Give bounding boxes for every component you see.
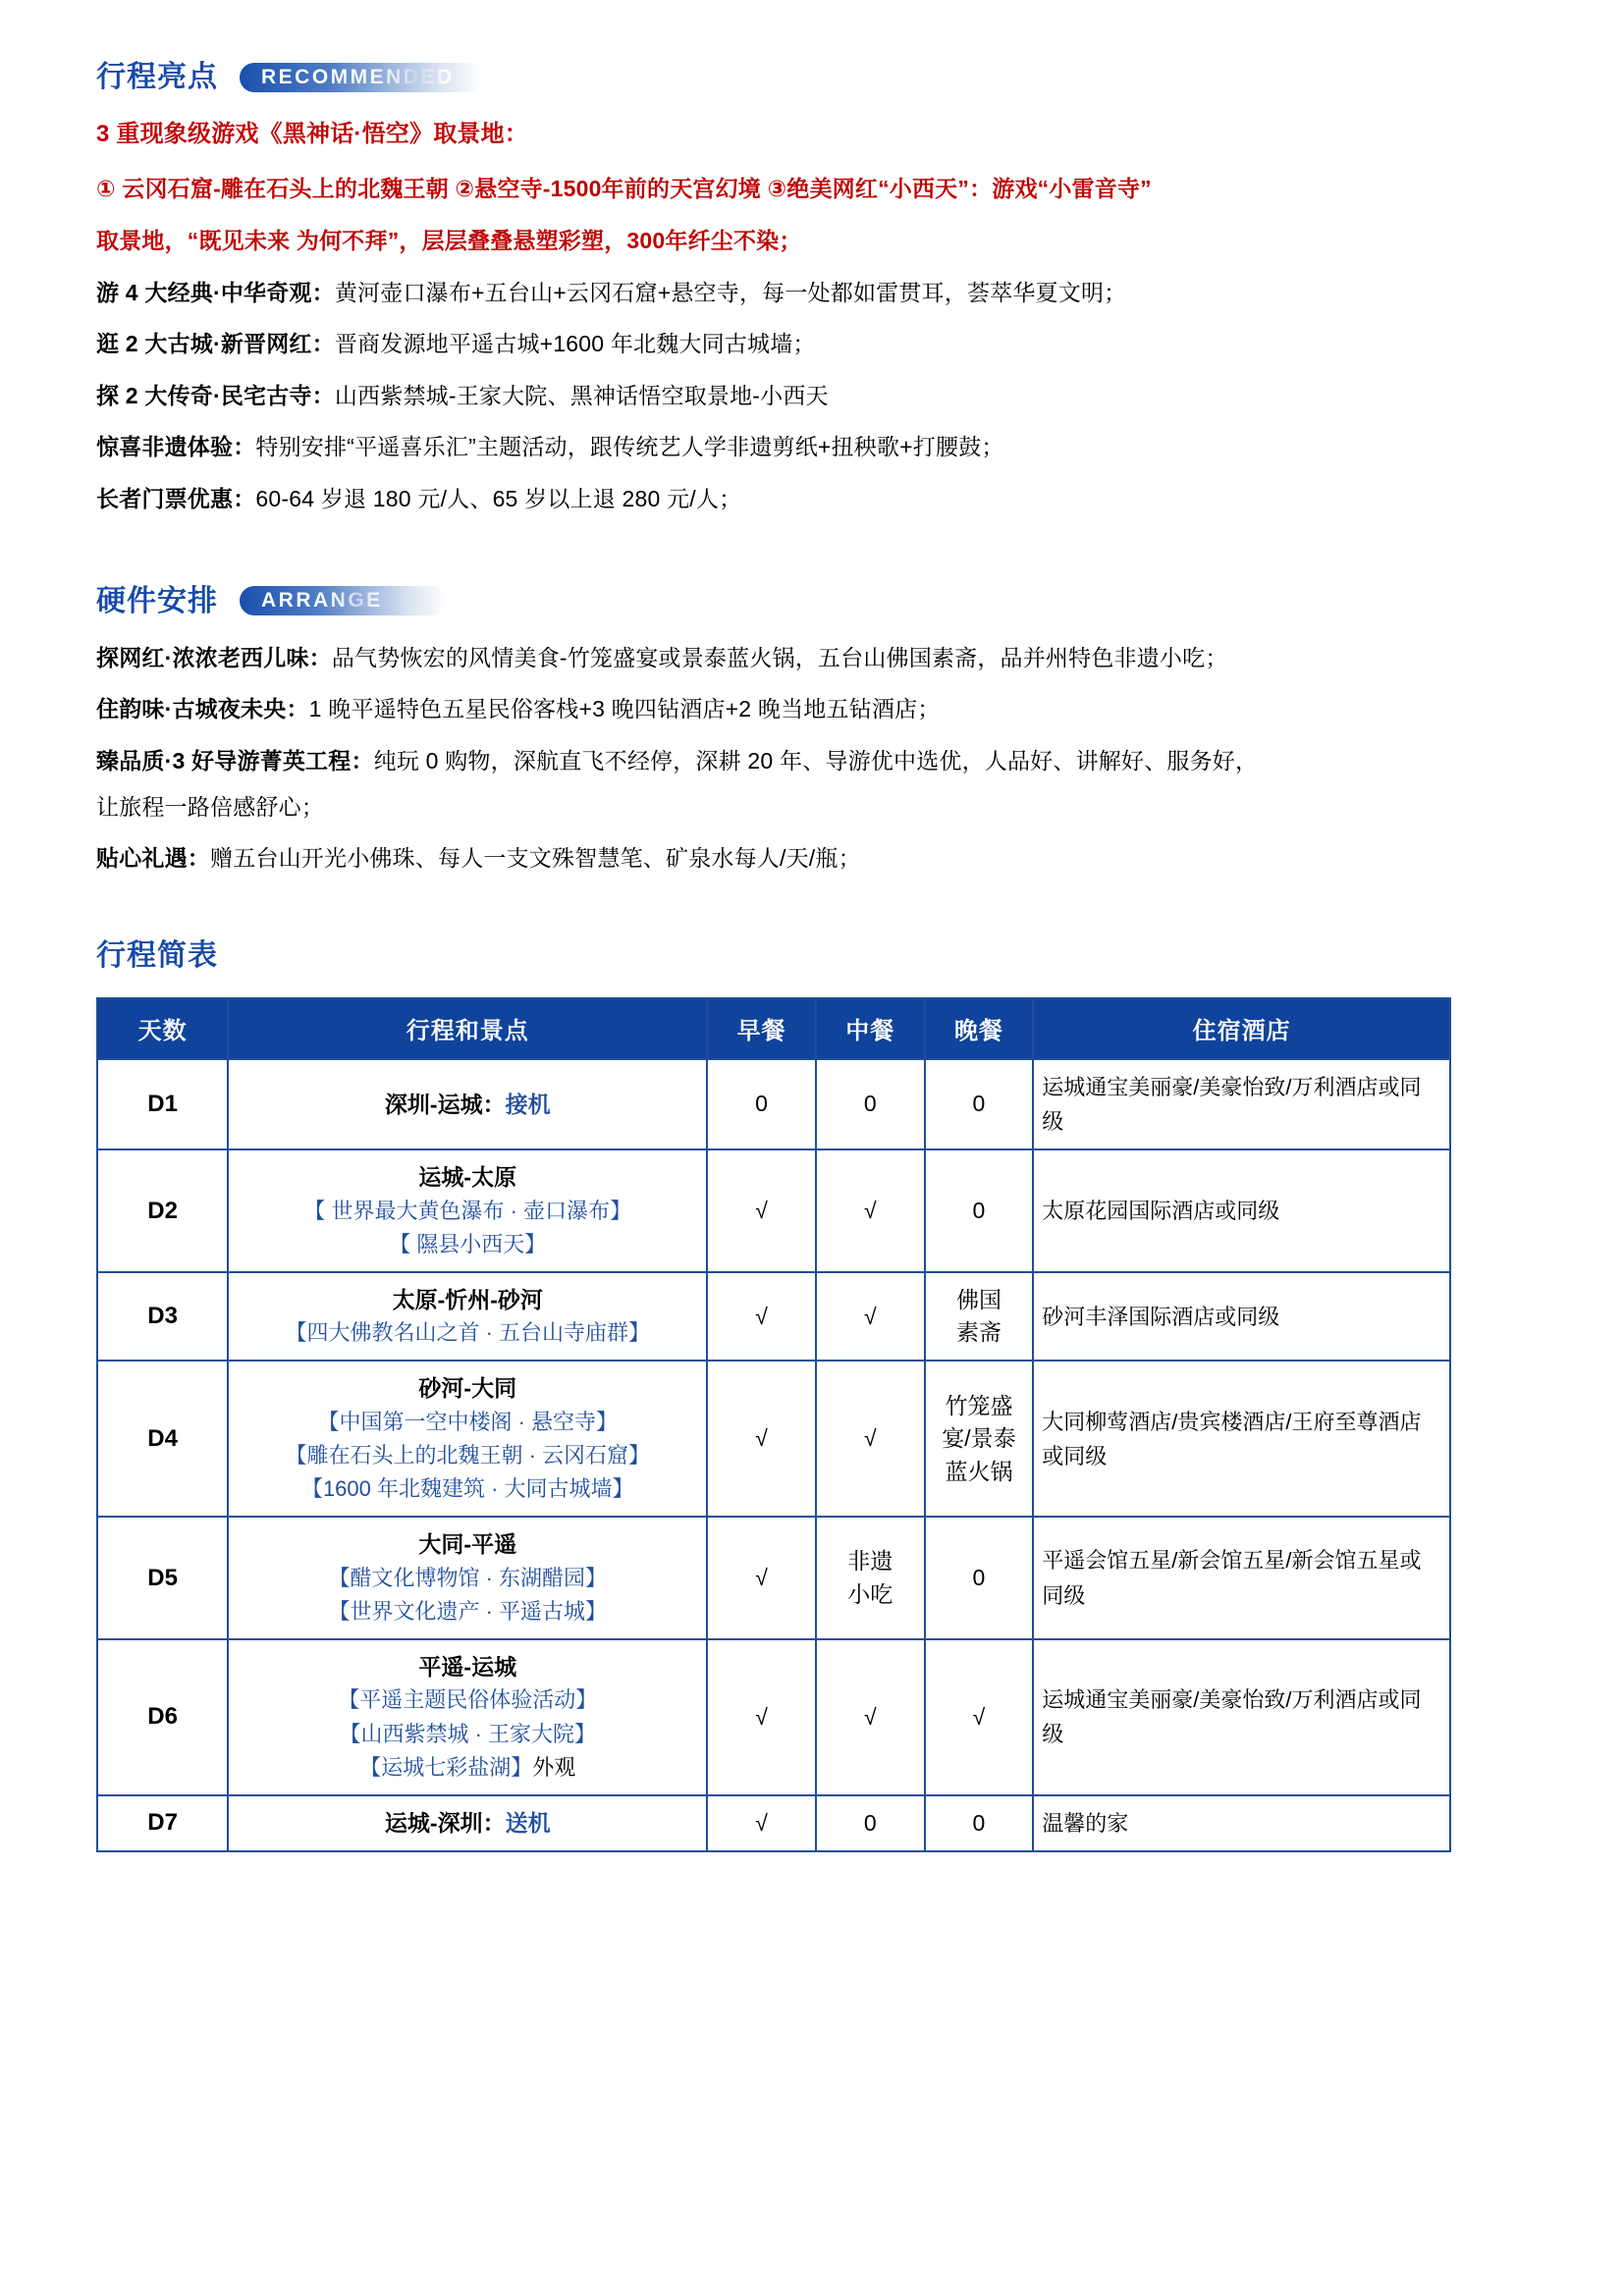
highlights-red-line-1: ① 云冈石窟-雕在石头上的北魏王朝 ②悬空寺-1500年前的天宫幻境 ③绝美网红“小西天”：游戏“小雷音寺”	[96, 176, 1152, 202]
route-spot: 【 隰县小西天】	[389, 1231, 547, 1256]
cell-day: D4	[97, 1361, 228, 1517]
cell-breakfast: 0	[707, 1059, 816, 1149]
spacer	[96, 891, 1536, 931]
arrange-item-rest: 1 晚平遥特色五星民俗客栈+3 晚四钻酒店+2 晚当地五钻酒店；	[308, 696, 941, 722]
highlight-item-rest: 晋商发源地平遥古城+1600 年北魏大同古城墙；	[334, 331, 816, 357]
route-spot: 【醋文化博物馆 · 东湖醋园】	[328, 1565, 608, 1590]
recommended-badge-label: RECOMMENDED	[261, 65, 455, 88]
arrange-item-lead: 住韵味·古城夜未央：	[96, 696, 309, 722]
cell-breakfast: √	[707, 1795, 816, 1851]
highlight-item-rest: 特别安排“平遥喜乐汇”主题活动，跟传统艺人学非遗剪纸+扭秧歌+打腰鼓；	[255, 434, 1004, 460]
cell-lunch: √	[816, 1272, 925, 1362]
route-spot: 【山西紫禁城 · 王家大院】	[339, 1721, 597, 1746]
cell-lunch: 0	[816, 1795, 925, 1851]
route-head: 平遥-运城	[418, 1653, 517, 1680]
cell-lunch: √	[816, 1361, 925, 1517]
column-header-breakfast: 早餐	[707, 998, 816, 1059]
route-head-sub: 送机	[505, 1810, 551, 1837]
cell-dinner: 0	[925, 1059, 1034, 1149]
itinerary-table-body	[97, 1059, 1450, 1851]
cell-breakfast: √	[707, 1272, 816, 1362]
route-spot-note: 外观	[532, 1754, 576, 1780]
cell-day: D6	[97, 1639, 228, 1795]
table-row	[97, 1059, 1450, 1149]
cell-day: D7	[97, 1795, 228, 1851]
route-head: 运城-太原	[418, 1164, 517, 1191]
cell-route	[228, 1149, 707, 1272]
cell-dinner: 0	[925, 1149, 1034, 1272]
cell-hotel: 运城通宝美丽豪/美豪怡致/万利酒店或同级	[1033, 1639, 1450, 1795]
highlight-item-lead: 游 4 大经典·中华奇观：	[96, 279, 335, 305]
arrange-item-lead: 探网红·浓浓老西儿味：	[96, 644, 332, 670]
table-row	[97, 1795, 1450, 1851]
arrange-body	[96, 639, 1536, 878]
cell-lunch: 0	[816, 1059, 925, 1149]
route-spot: 【平遥主题民俗体验活动】	[338, 1687, 598, 1713]
table-row	[97, 1361, 1450, 1517]
arrange-item-lead: 臻品质·3 好导游菁英工程：	[96, 747, 374, 774]
cell-hotel: 砂河丰泽国际酒店或同级	[1033, 1272, 1450, 1362]
route-spot: 【中国第一空中楼阁 · 悬空寺】	[317, 1409, 619, 1434]
route-spot: 【雕在石头上的北魏王朝 · 云冈石窟】	[285, 1443, 651, 1468]
arrange-item	[96, 839, 1536, 878]
highlight-item-lead: 逛 2 大古城·新晋网红：	[96, 331, 335, 357]
cell-lunch: 非遗 小吃	[816, 1517, 925, 1639]
route-spot: 【1600 年北魏建筑 · 大同古城墙】	[300, 1476, 634, 1502]
cell-dinner: 佛国 素斋	[925, 1272, 1034, 1362]
cell-day: D1	[97, 1059, 228, 1149]
column-header-day: 天数	[97, 998, 228, 1059]
highlight-item	[96, 377, 1536, 415]
arrange-item	[96, 742, 1536, 780]
table-header-row	[97, 998, 1450, 1059]
highlight-item	[96, 325, 1536, 363]
cell-day: D2	[97, 1149, 228, 1272]
route-head: 运城-深圳：送机	[384, 1810, 551, 1837]
itinerary-title: 行程简表	[96, 938, 218, 972]
highlight-item-rest: 山西紫禁城-王家大院、黑神话悟空取景地-小西天	[334, 382, 829, 408]
route-spot: 【四大佛教名山之首 · 五台山寺庙群】	[285, 1320, 651, 1346]
cell-breakfast: √	[707, 1517, 816, 1639]
cell-dinner: √	[925, 1639, 1034, 1795]
highlights-title: 行程亮点	[96, 61, 218, 93]
recommended-badge	[240, 63, 483, 92]
spacer	[96, 532, 1536, 585]
cell-dinner: 竹笼盛 宴/景泰 蓝火锅	[925, 1361, 1034, 1517]
highlights-red-heading: 3 重现象级游戏《黑神话·悟空》取景地：	[96, 121, 529, 147]
cell-day: D5	[97, 1517, 228, 1639]
route-spot: 【世界文化遗产 · 平遥古城】	[328, 1598, 608, 1624]
highlight-item	[96, 274, 1536, 312]
arrange-item-rest: 纯玩 0 购物，深航直飞不经停，深耕 20 年、导游优中选优，人品好、讲解好、服务好，	[373, 747, 1259, 774]
cell-route	[228, 1517, 707, 1639]
arrange-item	[96, 690, 1536, 728]
highlights-red-line-2: 取景地，“既见未来 为何不拜”，层层叠叠悬塑彩塑，300年纤尘不染；	[96, 227, 802, 253]
table-row	[97, 1517, 1450, 1639]
cell-dinner: 0	[925, 1795, 1034, 1851]
cell-breakfast: √	[707, 1149, 816, 1272]
itinerary-table	[96, 997, 1451, 1852]
column-header-route: 行程和景点	[228, 998, 707, 1059]
arrange-item-rest: 品气势恢宏的风情美食-竹笼盛宴或景泰蓝火锅，五台山佛国素斋，品并州特色非遗小吃；	[331, 644, 1228, 670]
highlight-item	[96, 428, 1536, 466]
arrange-badge-label: ARRANGE	[261, 589, 383, 613]
cell-dinner: 0	[925, 1517, 1034, 1639]
route-head: 深圳-运城：接机	[384, 1091, 551, 1117]
arrange-title: 硬件安排	[96, 584, 218, 617]
route-head: 砂河-大同	[418, 1375, 517, 1402]
cell-route	[228, 1639, 707, 1795]
route-spot: 【运城七彩盐湖】外观	[359, 1754, 576, 1780]
highlight-item-lead: 长者门票优惠：	[96, 486, 256, 512]
column-header-lunch: 中餐	[816, 998, 925, 1059]
cell-breakfast: √	[707, 1639, 816, 1795]
arrange-item-rest: 让旅程一路倍感舒心；	[96, 793, 324, 820]
arrange-item	[96, 639, 1536, 677]
highlight-item	[96, 480, 1536, 518]
cell-hotel: 温馨的家	[1033, 1795, 1450, 1851]
cell-lunch: √	[816, 1639, 925, 1795]
cell-hotel: 太原花园国际酒店或同级	[1033, 1149, 1450, 1272]
arrange-item-rest: 赠五台山开光小佛珠、每人一支文殊智慧笔、矿泉水每人/天/瓶；	[210, 845, 861, 872]
itinerary-table-head	[97, 998, 1450, 1059]
cell-route	[228, 1795, 707, 1851]
route-head: 大同-平遥	[418, 1531, 517, 1558]
route-head: 太原-忻州-砂河	[392, 1286, 543, 1312]
cell-hotel: 大同柳莺酒店/贵宾楼酒店/王府至尊酒店或同级	[1033, 1361, 1450, 1517]
route-spot: 【 世界最大黄色瀑布 · 壶口瀑布】	[303, 1198, 632, 1223]
cell-route	[228, 1059, 707, 1149]
highlights-body	[96, 115, 1536, 518]
cell-breakfast: √	[707, 1361, 816, 1517]
arrange-item-continuation	[96, 788, 1536, 827]
cell-route	[228, 1361, 707, 1517]
arrange-section-header	[96, 585, 1536, 617]
cell-day: D3	[97, 1272, 228, 1362]
column-header-dinner: 晚餐	[925, 998, 1034, 1059]
table-row	[97, 1149, 1450, 1272]
highlights-section-header	[96, 61, 1536, 93]
arrange-item-lead: 贴心礼遇：	[96, 845, 210, 872]
highlight-item-lead: 惊喜非遗体验：	[96, 434, 256, 460]
cell-lunch: √	[816, 1149, 925, 1272]
column-header-hotel: 住宿酒店	[1033, 998, 1450, 1059]
arrange-badge	[240, 586, 446, 615]
table-row	[97, 1639, 1450, 1795]
highlight-item-rest: 60-64 岁退 180 元/人、65 岁以上退 280 元/人；	[255, 486, 742, 512]
route-head-sub: 接机	[505, 1091, 551, 1117]
cell-route	[228, 1272, 707, 1362]
highlight-item-lead: 探 2 大传奇·民宅古寺：	[96, 382, 335, 408]
cell-hotel: 平遥会馆五星/新会馆五星/新会馆五星或同级	[1033, 1517, 1450, 1639]
cell-hotel: 运城通宝美丽豪/美豪怡致/万利酒店或同级	[1033, 1059, 1450, 1149]
highlight-item-rest: 黄河壶口瀑布+五台山+云冈石窟+悬空寺，每一处都如雷贯耳，荟萃华夏文明；	[334, 279, 1127, 305]
table-row	[97, 1272, 1450, 1362]
